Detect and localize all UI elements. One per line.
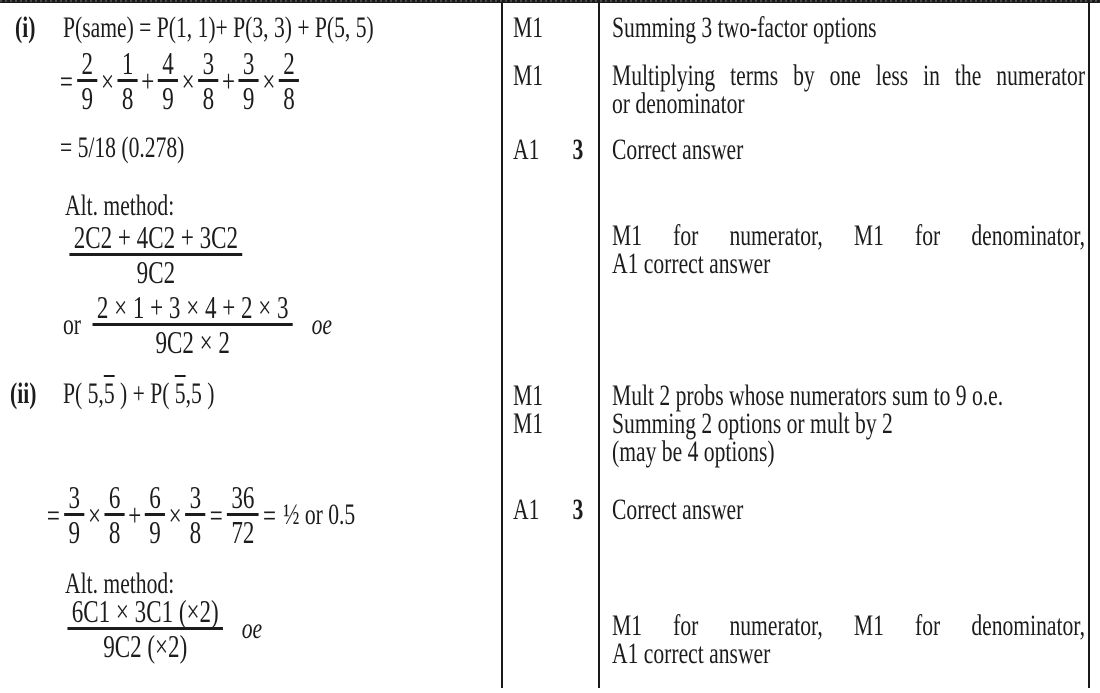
fraction [67,593,223,664]
mark-ii-m1-first: M1 [513,379,544,412]
fraction [227,479,259,550]
part-i-alt-fraction [68,219,244,290]
part-i-alt-method-label: Alt. method: [65,189,175,222]
fraction-denominator: 72 [231,514,255,550]
fraction [105,479,125,550]
mark-i-a1: A1 [513,133,540,166]
times-sign: × [87,496,101,533]
fraction-numerator: 2C2 + 4C2 + 3C2 [69,222,242,256]
fraction-numerator: 1 [118,48,138,82]
or-label: or [63,308,81,341]
fraction-denominator: 9 [68,514,81,550]
equals-sign: = [59,62,73,99]
fraction [279,45,299,116]
fraction-numerator: 3 [64,482,84,516]
part-i-header-equation: P(same) = P(1, 1)+ P(3, 3) + P(5, 5) [63,11,374,44]
fraction [77,45,97,116]
part-ii-fraction-equation [44,479,356,550]
oe-label: oe [241,612,263,645]
part-ii-alt-method-label: Alt. method: [65,567,175,600]
comment-line: A1 correct answer [612,247,771,280]
fraction-denominator: 8 [108,514,121,550]
comment-i-summing: Summing 3 two-factor options [612,11,877,44]
fraction-denominator: 9C2 × 2 [155,324,230,360]
header-segment: ) + P( [114,377,175,410]
times-sign: × [100,62,114,99]
fraction [118,45,138,116]
fraction-denominator: 8 [121,80,134,116]
part-i-result: = 5/18 (0.278) [60,131,185,164]
comment-line: (may be 4 options) [612,435,775,468]
part-ii-alt-fraction-row [66,593,263,664]
header-segment: P( 5, [63,377,104,410]
fraction-numerator: 2 [279,48,299,82]
fraction [198,45,218,116]
fraction-numerator: 6 [105,482,125,516]
mark-ii-a1-row [513,493,584,526]
times-sign: × [181,62,195,99]
fraction-numerator: 3 [198,48,218,82]
fraction [239,45,259,116]
column-divider-marks-comments [598,0,600,688]
comment-ii-alt-marking [612,609,1086,670]
bottom-separator-dashed [0,0,1100,2]
result-half-or-decimal: ½ or 0.5 [283,498,356,531]
comment-i-alt-marking [612,219,1086,280]
mark-ii-total: 3 [572,493,584,526]
fraction-numerator: 4 [158,48,178,82]
fraction-numerator: 36 [227,482,259,516]
fraction [158,45,178,116]
fraction [145,479,165,550]
times-sign: × [262,62,276,99]
five-with-overbar: 5 [103,377,115,410]
fraction [185,479,205,550]
comment-line: M1 for numerator, M1 for denominator, [612,609,1086,642]
mark-i-total: 3 [572,133,584,166]
comment-line: or denominator [612,87,745,120]
comment-line: A1 correct answer [612,637,771,670]
comment-line: Summing 2 options or mult by 2 [612,407,893,440]
table-right-border [1088,0,1090,688]
fraction [93,289,293,360]
part-ii-label: (ii) [10,377,37,410]
part-i-fraction-equation [57,45,301,116]
oe-label: oe [311,308,332,341]
comment-i-multiplying [612,59,1086,120]
fraction-numerator: 2 [77,48,97,82]
fraction-denominator: 9 [242,80,255,116]
comment-ii-mult-probs [612,379,1085,468]
equals-sign: = [209,496,223,533]
comment-ii-correct-answer: Correct answer [612,493,744,526]
mark-i-m1-second: M1 [513,59,544,92]
mark-ii-a1: A1 [513,493,540,526]
comment-i-correct-answer: Correct answer [612,133,744,166]
part-ii-header-equation [63,377,215,410]
fraction [69,219,242,290]
comment-line: M1 for numerator, M1 for denominator, [612,219,1086,252]
comment-line: Multiplying terms by one less in the numerator [612,59,1086,92]
fraction-denominator: 9 [81,80,94,116]
part-i-or-fraction-row [63,289,332,360]
part-i-label: (i) [15,11,36,44]
header-segment: ,5 ) [185,377,215,410]
fraction-denominator: 8 [189,514,202,550]
plus-sign: + [141,62,155,99]
fraction-numerator: 3 [239,48,259,82]
times-sign: × [168,496,182,533]
plus-sign: + [222,62,236,99]
mark-i-a1-row [513,133,584,166]
equals-sign: = [263,496,277,533]
fraction-numerator: 6C1 × 3C1 (×2) [67,596,223,630]
fraction-denominator: 9 [149,514,161,550]
fraction-numerator: 2 × 1 + 3 × 4 + 2 × 3 [93,292,293,326]
fraction-denominator: 8 [283,80,295,116]
mark-ii-m1-second: M1 [513,407,544,440]
column-divider-answer-marks [501,0,503,688]
fraction-numerator: 3 [185,482,205,516]
fraction-denominator: 9C2 (×2) [103,628,188,664]
plus-sign: + [128,496,142,533]
fraction-denominator: 9C2 [136,254,176,290]
mark-i-m1-first: M1 [513,11,544,44]
equals-sign: = [46,496,60,533]
fraction-denominator: 8 [202,80,215,116]
fraction-numerator: 6 [145,482,165,516]
five-with-overbar: 5 [174,377,186,410]
fraction-denominator: 9 [162,80,174,116]
comment-line: Mult 2 probs whose numerators sum to 9 o.e. [612,379,1004,412]
fraction [64,479,84,550]
